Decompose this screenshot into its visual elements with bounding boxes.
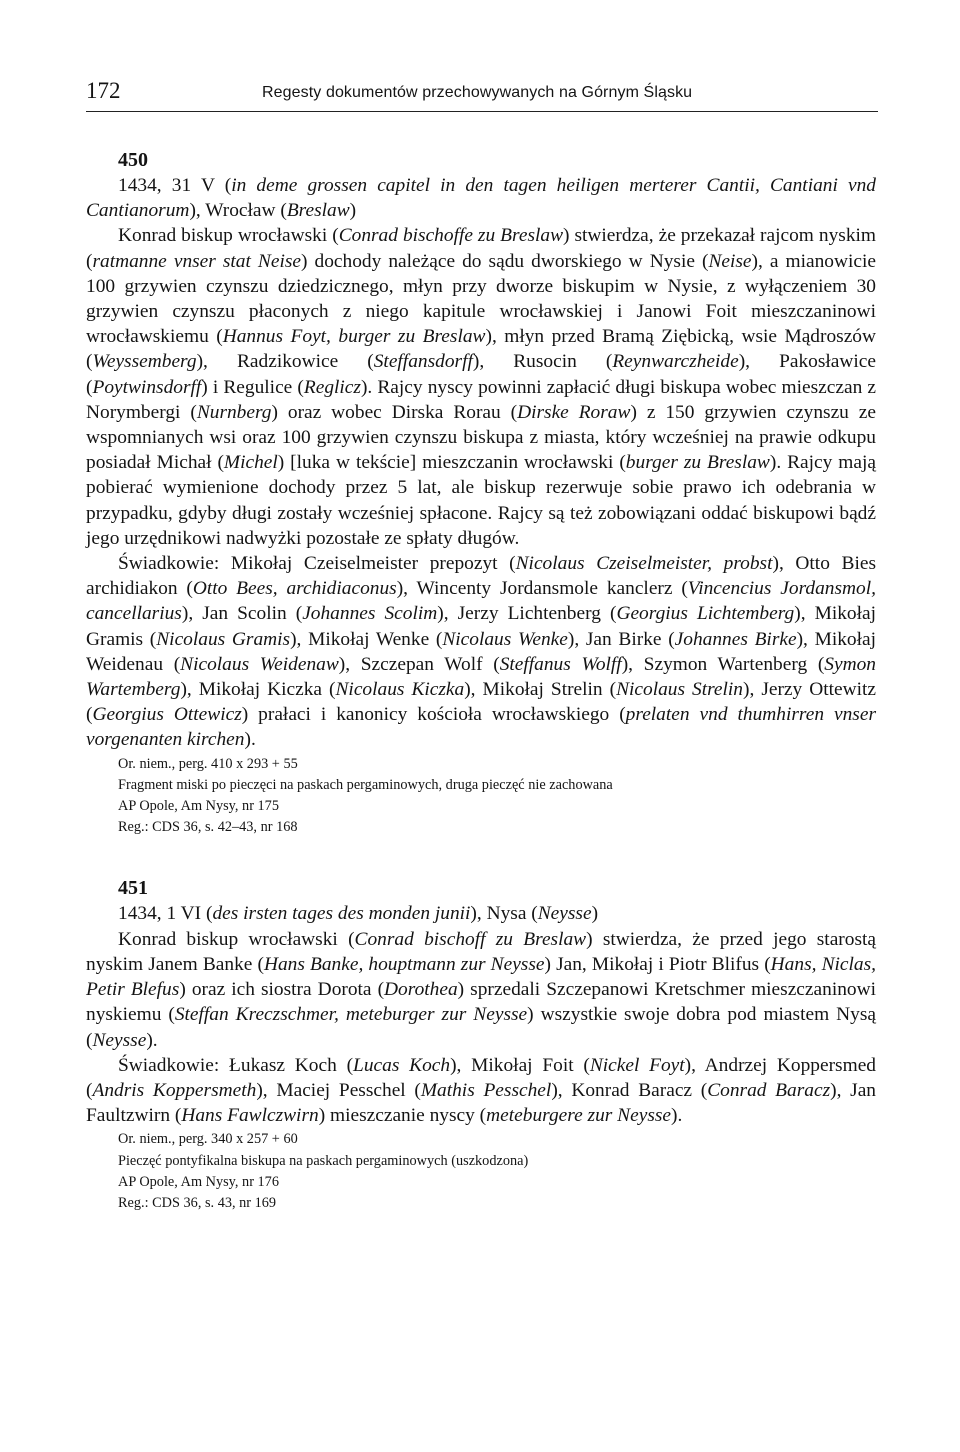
italic-run: Reglicz [303, 376, 361, 398]
archival-notes [86, 754, 876, 839]
text-run: Świadkowie: Mikołaj Czeiselmeister prepozyt ( [118, 553, 516, 575]
italic-run: Nicolaus Gramis [156, 628, 291, 650]
italic-run: Reynwarczheide [612, 351, 739, 373]
text-run: ), Jan Faultzwirn ( [86, 1079, 876, 1127]
text-run: ), Maciej Pesschel ( [256, 1079, 421, 1101]
text-run: ) Jan, Mikołaj i Piotr Blifus ( [544, 953, 771, 975]
text-run: ), Jan Birke ( [567, 628, 675, 650]
text-run: ), Wrocław ( [189, 200, 287, 222]
text-run: ), Szczepan Wolf ( [338, 653, 500, 675]
text-run: ). [146, 1029, 158, 1051]
italic-run: Nicolaus Weidenaw [180, 653, 339, 675]
italic-run: burger zu Breslaw [625, 452, 770, 474]
text-run: ), młyn przed Bramą Ziębicką, wsie Mądroszów ( [86, 326, 877, 373]
text-run: ), Mikołaj Strelin ( [464, 679, 617, 701]
note-seal: Pieczęć pontyfikalna biskupa na paskach pergaminowych (uszkodzona) [118, 1152, 529, 1169]
entry-witnesses [86, 551, 876, 753]
note-original: Or. niem., perg. 410 x 293 + 55 [118, 755, 298, 772]
text-run: ), Otto Bies archidiakon ( [86, 553, 876, 600]
text-run: Konrad biskup wrocławski ( [118, 225, 339, 247]
note-seal: Fragment miski po pieczęci na paskach pergaminowych, druga pieczęć nie zachowana [118, 776, 613, 793]
italic-run: Nicolaus Wenke [442, 628, 568, 650]
text-run: ). [671, 1105, 683, 1127]
italic-run: Nicolaus Strelin [616, 679, 744, 701]
text-run: ), Andrzej Koppersmed ( [86, 1054, 876, 1101]
italic-run: Hans, Niclas, Petir Blefus [86, 953, 876, 1001]
italic-run: Otto Bees, archidiaconus [192, 578, 397, 600]
italic-run: Breslaw [286, 200, 350, 222]
text-run: ), Radzikowice ( [196, 351, 374, 373]
text-run: ), Pakosławice ( [86, 351, 876, 398]
text-run: ) [591, 903, 599, 925]
page-number: 172 [86, 78, 121, 103]
page-header [86, 76, 876, 114]
italic-run: Weyssemberg [92, 351, 197, 373]
text-run: ), Mikołaj Weidenau ( [86, 628, 876, 675]
text-run: ), Mikołaj Wenke ( [290, 628, 443, 650]
italic-run: Hans Fawlczwirn [181, 1105, 319, 1127]
running-title: Regesty dokumentów przechowywanych na Górnym Śląsku [262, 84, 693, 101]
header-rule [86, 111, 878, 112]
italic-run: Neysse [92, 1029, 147, 1051]
text-run: ) oraz ich siostra Dorota ( [179, 979, 385, 1001]
italic-run: Johannes Scolim [302, 603, 438, 625]
italic-run: Georgius Lichtemberg [616, 603, 795, 625]
italic-run: Neise [708, 250, 752, 272]
entry-date-place [86, 901, 876, 926]
text-run: Konrad biskup wrocławski ( [118, 928, 355, 950]
entry-number: 450 [118, 149, 148, 171]
italic-run: prelaten vnd thumhirren vnser vorgenanten kirchen [86, 704, 876, 751]
italic-run: Nicolaus Czeiselmeister, probst [515, 553, 773, 575]
italic-run: Conrad bischoffe zu Breslaw [338, 225, 564, 247]
italic-run: Michel [223, 452, 278, 474]
text-run: ), Jerzy Ottewitz ( [86, 679, 876, 726]
text-run: ) wszystkie swoje dobra pod miastem Nysą ( [86, 1004, 876, 1051]
text-run: ) [luka w tekście] mieszczanin wrocławski ( [277, 452, 626, 474]
text-run: ), Mikołaj Gramis ( [86, 603, 877, 650]
italic-run: meteburgere zur Neysse [486, 1105, 672, 1127]
entry-number: 451 [118, 877, 148, 900]
entry-summary [86, 223, 876, 551]
italic-run: Conrad Baracz [707, 1079, 831, 1101]
entry-date-place [86, 173, 876, 223]
text-run: ). Rajcy nyscy powinni zapłacić długi biskupa wobec mieszczan z Norymbergi ( [86, 376, 877, 423]
text-run: ) sprzedali Szczepanowi Kretschmer mieszczaninowi nyskiemu ( [86, 979, 876, 1026]
entry-witnesses [86, 1053, 876, 1129]
note-original: Or. niem., perg. 340 x 257 + 60 [118, 1131, 298, 1148]
italic-run: Vincencius Jordansmol, cancellarius [86, 578, 876, 625]
italic-run: Andris Koppersmeth [92, 1079, 257, 1101]
text-run: 1434, 31 V ( [118, 175, 232, 196]
italic-run: Conrad bischoff zu Breslaw [354, 928, 587, 950]
text-run: ) stwierdza, że przed jego starostą nyskim Janem Banke ( [86, 928, 876, 975]
text-run: ), Jerzy Lichtenberg ( [437, 603, 617, 625]
archival-notes [86, 1129, 876, 1214]
italic-run: Johannes Birke [674, 628, 797, 650]
note-archive: AP Opole, Am Nysy, nr 175 [118, 798, 279, 815]
italic-run: in deme grossen capitel in den tagen heiligen merterer Cantii, Cantiani vnd Cantianorum [86, 175, 876, 222]
text-run: ), Rusocin ( [472, 351, 613, 373]
italic-run: Steffanus Wolff [499, 653, 622, 675]
note-archive: AP Opole, Am Nysy, nr 176 [118, 1173, 279, 1190]
italic-run: Georgius Ottewicz [92, 704, 242, 726]
text-run: ), Mikołaj Kiczka ( [180, 679, 336, 701]
text-run: ) dochody należące do sądu dworskiego w Nysie ( [301, 250, 709, 272]
italic-run: Neysse [537, 903, 592, 925]
italic-run: Lucas Koch [353, 1054, 451, 1076]
text-run: ), Szymon Wartenberg ( [621, 653, 825, 675]
text-run: ) stwierdza, że przekazał rajcom nyskim ( [86, 225, 876, 272]
italic-run: Mathis Pesschel [420, 1079, 552, 1101]
regest-entry-451 [86, 876, 876, 1214]
text-run: 1434, 1 VI ( [118, 903, 213, 925]
italic-run: Steffansdorff [373, 351, 473, 373]
document-page [86, 76, 876, 1214]
text-run: ), Mikołaj Foit ( [450, 1054, 590, 1076]
note-regest: Reg.: CDS 36, s. 42–43, nr 168 [118, 819, 298, 836]
italic-run: Symon Wartemberg [86, 653, 876, 701]
text-run: ), a mianowicie 100 grzywien czynszu dziedzicznego, młyn przy dworze biskupim w Nysie, z wyłączeniem 30 grzywien czynszu płaconych z niego kapitule wrocławskiej i Janowi Foit mieszczaninowi wrocławskiemu ( [86, 250, 876, 348]
text-run: ), Konrad Baracz ( [551, 1079, 708, 1101]
regest-entry-450 [86, 148, 876, 838]
italic-run: Dorothea [384, 979, 458, 1001]
italic-run: des irsten tages des monden junii [212, 903, 471, 925]
text-run: ) oraz wobec Dirska Rorau ( [271, 401, 518, 423]
italic-run: Nicolaus Kiczka [335, 679, 465, 701]
text-run: Świadkowie: Łukasz Koch ( [118, 1054, 354, 1076]
italic-run: Nickel Foyt [589, 1054, 685, 1076]
text-run: ) z 150 grzywien czynszu ze wspomnianych wsi oraz 100 grzywien czynszu biskupa z miasta, który wcześniej na prawie odkupu posiadał Michał ( [86, 401, 877, 474]
text-run: ). Rajcy mają pobierać wymienione dochody przez 5 lat, ale biskup rezerwuje sobie prawo ich odebrania w przypadku, gdyby długi zostały wcześniej spłacone. Rajcy są też zobowiązani oddać biskupowi bądź jego urzędnikowi nadwyżki pozostałe ze spłaty długów. [86, 452, 876, 549]
italic-run: Poytwinsdorff [92, 376, 202, 398]
text-run: ) i Regulice ( [201, 376, 304, 398]
italic-run: ratmanne vnser stat Neise [92, 250, 302, 272]
italic-run: Nurnberg [196, 401, 272, 423]
text-run: ), Jan Scolin ( [181, 603, 303, 625]
note-regest: Reg.: CDS 36, s. 43, nr 169 [118, 1194, 277, 1211]
text-run: ), Nysa ( [470, 903, 538, 925]
entry-summary [86, 927, 876, 1053]
text-run: ). [244, 729, 256, 751]
text-run: ) mieszczanie nyscy ( [318, 1105, 487, 1127]
italic-run: Hans Banke, houptmann zur Neysse [263, 953, 545, 975]
italic-run: Hannus Foyt, burger zu Breslaw [222, 326, 486, 348]
text-run: ) [349, 200, 357, 222]
italic-run: Dirske Roraw [517, 401, 631, 423]
text-run: ) prałaci i kanonicy kościoła wrocławskiego ( [241, 704, 626, 726]
text-run: ), Wincenty Jordansmole kanclerz ( [396, 578, 688, 600]
italic-run: Steffan Kreczschmer, meteburger zur Neysse [174, 1004, 528, 1026]
